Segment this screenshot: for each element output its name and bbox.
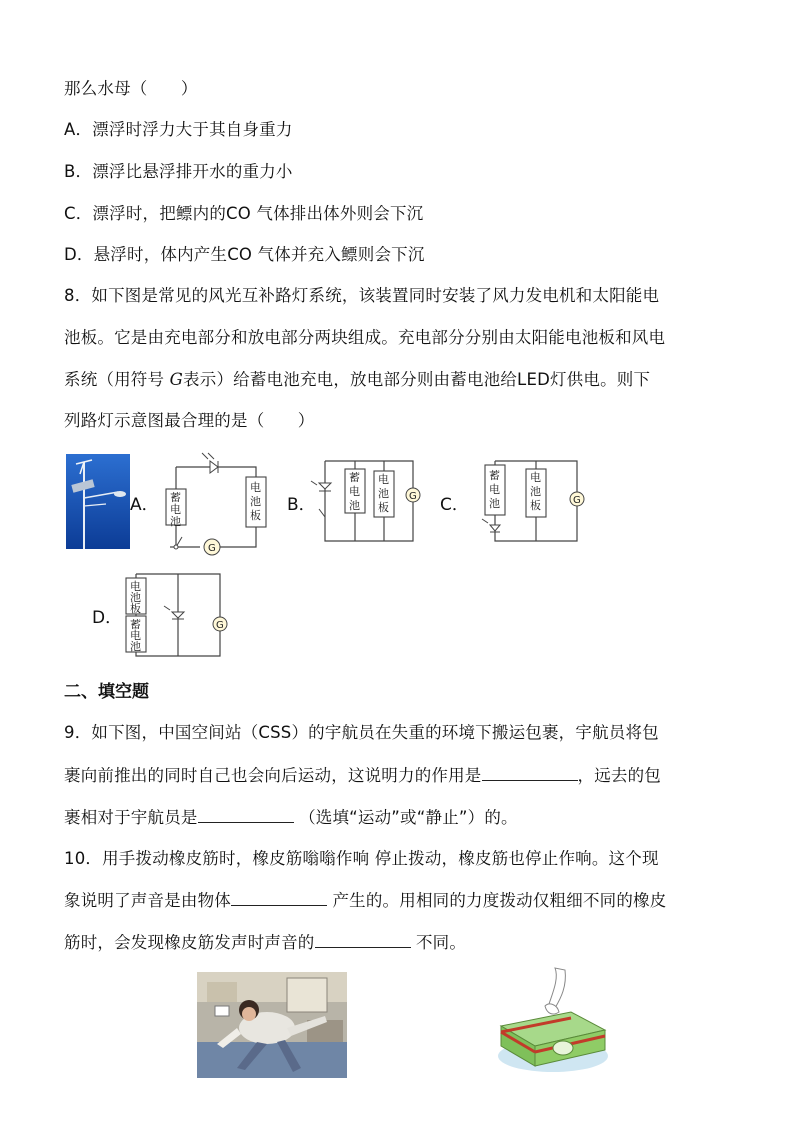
q7-stem-end: 那么水母（ ） (64, 79, 198, 98)
svg-text:蓄: 蓄 (349, 471, 360, 484)
street-lamp-photo (66, 454, 130, 549)
svg-text:池: 池 (489, 497, 500, 510)
circuit-option-b (287, 455, 427, 555)
svg-text:电: 电 (130, 629, 141, 642)
q8-line3-post: 表示）给蓄电池充电，放电部分则由蓄电池给LED灯供电。则下 (183, 370, 651, 389)
q10-line3-post: 不同。 (415, 933, 467, 952)
svg-text:池: 池 (130, 591, 141, 604)
q8-line3 (64, 369, 650, 391)
q8-line1: 8．如下图是常见的风光互补路灯系统，该装置同时安装了风力发电机和太阳能电 (64, 286, 660, 305)
generator-symbol-text: G (169, 370, 184, 389)
svg-text:板: 板 (130, 602, 141, 615)
svg-text:池: 池 (530, 485, 541, 498)
answer-blank-4[interactable] (315, 931, 411, 948)
q8-line3-pre: 系统（用符号 (64, 370, 165, 389)
q9-line2 (64, 764, 661, 787)
q10-line2 (64, 889, 666, 912)
generator-c: G (573, 495, 581, 506)
generator-b: G (409, 491, 417, 502)
q8-line4: 列路灯示意图最合理的是（ ） (64, 411, 315, 430)
svg-text:池: 池 (250, 495, 261, 508)
section-title: 二、填空题 (64, 682, 149, 702)
panel-text-a: 电 (250, 481, 261, 494)
generator-d: G (216, 620, 224, 631)
svg-text:电: 电 (170, 503, 181, 516)
q10-line2-pre: 象说明了声音是由物体 (64, 891, 231, 910)
q9-line3 (64, 806, 518, 829)
svg-text:池: 池 (130, 640, 141, 653)
option-b-label: B． (287, 495, 316, 515)
svg-text:池: 池 (170, 515, 181, 528)
svg-text:池: 池 (349, 499, 360, 512)
answer-blank-2[interactable] (198, 806, 294, 823)
svg-text:电: 电 (378, 473, 389, 486)
svg-text:蓄: 蓄 (489, 469, 500, 482)
astronaut-photo (197, 972, 347, 1078)
q9-line1: 9．如下图，中国空间站（CSS）的宇航员在失重的环境下搬运包裹，宇航员将包 (64, 723, 659, 742)
q9-line3-pre: 裹相对于宇航员是 (64, 808, 198, 827)
q7-option-c: C．漂浮时，把鳔内的CO 气体排出体外则会下沉 (64, 204, 424, 223)
circuit-option-a (130, 455, 270, 555)
svg-text:板: 板 (530, 499, 541, 512)
q10-line1: 10．用手拨动橡皮筋时，橡皮筋嗡嗡作响 停止拨动，橡皮筋也停止作响。这个现 (64, 849, 659, 868)
svg-text:电: 电 (489, 483, 500, 496)
battery-text-a: 蓄 (170, 491, 181, 504)
svg-text:电: 电 (349, 485, 360, 498)
q7-option-d: D．悬浮时，体内产生CO 气体并充入鳔则会下沉 (64, 245, 425, 264)
rubber-band-box-illustration (493, 968, 613, 1078)
svg-text:蓄: 蓄 (130, 618, 141, 631)
q7-option-b: B．漂浮比悬浮排开水的重力小 (64, 162, 293, 181)
q10-line3-pre: 筋时，会发现橡皮筋发声时声音的 (64, 933, 315, 952)
q9-line2-post: ，远去的包 (577, 766, 661, 785)
svg-text:电: 电 (530, 471, 541, 484)
option-d-label: D． (92, 608, 123, 628)
q9-line3-post: （选填“运动”或“静止”）的。 (299, 808, 518, 827)
generator-a: G (208, 543, 216, 554)
option-a-label: A． (130, 495, 159, 515)
answer-blank-1[interactable] (482, 764, 578, 781)
q7-option-a: A．漂浮时浮力大于其自身重力 (64, 120, 293, 139)
circuit-option-d (92, 570, 242, 665)
svg-text:板: 板 (378, 501, 389, 514)
q10-line3 (64, 931, 466, 954)
q9-line2-pre: 裹向前推出的同时自己也会向后运动，这说明力的作用是 (64, 766, 482, 785)
option-c-label: C． (440, 495, 469, 515)
svg-text:板: 板 (250, 509, 261, 522)
circuit-option-c (440, 455, 590, 555)
svg-text:电: 电 (130, 580, 141, 593)
svg-text:池: 池 (378, 487, 389, 500)
q10-line2-post: 产生的。用相同的力度拨动仅粗细不同的橡皮 (332, 891, 667, 910)
q8-line2: 池板。它是由充电部分和放电部分两块组成。充电部分分别由太阳能电池板和风电 (64, 328, 666, 347)
answer-blank-3[interactable] (231, 889, 327, 906)
